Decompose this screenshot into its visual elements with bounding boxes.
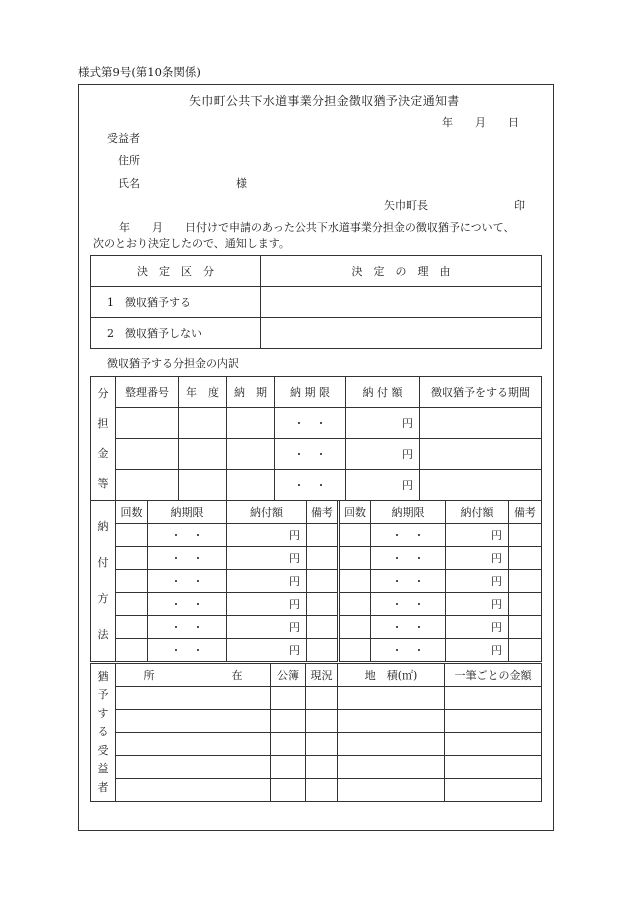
header-registry: 公簿 [271, 664, 306, 687]
seal-mark: 印 [514, 199, 525, 212]
cell[interactable] [116, 524, 148, 547]
cell[interactable] [338, 779, 445, 802]
cell[interactable] [445, 733, 542, 756]
due-cell[interactable]: ・ ・ [371, 616, 446, 639]
cell[interactable] [179, 439, 227, 470]
reason-cell[interactable] [261, 287, 542, 318]
cell[interactable] [338, 687, 445, 710]
paid-cell[interactable]: 円 [227, 616, 307, 639]
due-cell[interactable]: ・ ・ [148, 524, 227, 547]
cell[interactable] [445, 687, 542, 710]
cell[interactable] [307, 593, 339, 616]
cell[interactable] [306, 710, 338, 733]
cell[interactable] [445, 710, 542, 733]
cell[interactable] [116, 756, 271, 779]
cell[interactable] [307, 639, 339, 662]
cell[interactable] [306, 687, 338, 710]
due-date-cell[interactable]: ・ ・ [275, 470, 346, 501]
name-label: 氏名 [118, 177, 140, 190]
cell[interactable] [509, 639, 542, 662]
cell[interactable] [339, 639, 371, 662]
cell[interactable] [116, 470, 179, 501]
cell[interactable] [307, 547, 339, 570]
paid-cell[interactable]: 円 [227, 593, 307, 616]
cell[interactable] [271, 687, 306, 710]
cell[interactable] [339, 593, 371, 616]
due-date-cell[interactable]: ・ ・ [275, 408, 346, 439]
cell[interactable] [116, 547, 148, 570]
decision-type-header: 決 定 区 分 [91, 256, 261, 287]
amount-cell[interactable]: 円 [346, 470, 420, 501]
header-amount: 納 付 額 [346, 377, 420, 408]
recipient-label: 受益者 [107, 132, 140, 145]
cell[interactable] [306, 756, 338, 779]
cell[interactable] [271, 733, 306, 756]
amount-cell[interactable]: 円 [346, 439, 420, 470]
paid-cell[interactable]: 円 [446, 570, 509, 593]
cell[interactable] [271, 756, 306, 779]
cell[interactable] [445, 756, 542, 779]
decision-reason-header: 決 定 の 理 由 [261, 256, 542, 287]
honorific: 様 [236, 177, 247, 190]
cell[interactable] [179, 470, 227, 501]
cell[interactable] [509, 524, 542, 547]
header-defer-period: 徴収猶予をする期間 [420, 377, 542, 408]
cell[interactable] [116, 616, 148, 639]
due-cell[interactable]: ・ ・ [148, 547, 227, 570]
beneficiary-side-label: 猶 予 す る 受 益 者 [91, 664, 116, 802]
paid-cell[interactable]: 円 [227, 524, 307, 547]
due-cell[interactable]: ・ ・ [148, 639, 227, 662]
page-title: 矢巾町公共下水道事業分担金徴収猶予決定通知書 [189, 94, 460, 108]
cell[interactable] [339, 547, 371, 570]
option-defer: 1 徴収猶予する [91, 287, 261, 318]
paid-cell[interactable]: 円 [446, 524, 509, 547]
cell[interactable] [339, 524, 371, 547]
header-actual: 現況 [306, 664, 338, 687]
header-count-2: 回数 [339, 501, 371, 524]
cell[interactable] [227, 439, 275, 470]
paid-cell[interactable]: 円 [446, 616, 509, 639]
intro-line-1: 年 月 日付けで申請のあった公共下水道事業分担金の徴収猶予について、 [119, 221, 515, 234]
cell[interactable] [116, 687, 271, 710]
amount-cell[interactable]: 円 [346, 408, 420, 439]
cell[interactable] [307, 616, 339, 639]
cell[interactable] [339, 570, 371, 593]
breakdown-title: 徴収猶予する分担金の内訳 [107, 357, 239, 370]
header-paid: 納付額 [227, 501, 307, 524]
cell[interactable] [227, 408, 275, 439]
header-paid-2: 納付額 [446, 501, 509, 524]
cell[interactable] [179, 408, 227, 439]
due-cell[interactable]: ・ ・ [148, 593, 227, 616]
paid-cell[interactable]: 円 [227, 547, 307, 570]
cell[interactable] [116, 593, 148, 616]
header-due: 納期限 [148, 501, 227, 524]
cell[interactable] [116, 439, 179, 470]
paid-cell[interactable]: 円 [446, 547, 509, 570]
paid-cell[interactable]: 円 [446, 593, 509, 616]
payment-table [90, 500, 542, 662]
amount-side-label: 分 担 金 等 [91, 377, 116, 501]
cell[interactable] [116, 570, 148, 593]
cell[interactable] [445, 779, 542, 802]
intro-line-2: 次のとおり決定したので、通知します。 [93, 237, 290, 250]
cell[interactable] [116, 779, 271, 802]
due-cell[interactable]: ・ ・ [148, 616, 227, 639]
date-line: 年 月 日 [442, 116, 519, 129]
due-cell[interactable]: ・ ・ [371, 547, 446, 570]
due-cell[interactable]: ・ ・ [371, 524, 446, 547]
cell[interactable] [306, 779, 338, 802]
payment-side-label: 納 付 方 法 [91, 501, 116, 662]
paid-cell[interactable]: 円 [227, 639, 307, 662]
cell[interactable] [307, 524, 339, 547]
header-due-date: 納 期 限 [275, 377, 346, 408]
cell[interactable] [338, 710, 445, 733]
due-cell[interactable]: ・ ・ [371, 570, 446, 593]
cell[interactable] [271, 779, 306, 802]
form-label: 様式第9号(第10条関係) [78, 65, 201, 79]
cell[interactable] [420, 408, 542, 439]
cell[interactable] [509, 570, 542, 593]
address-label: 住所 [118, 154, 140, 167]
header-parcel-amount: 一筆ごとの金額 [445, 664, 542, 687]
cell[interactable] [116, 639, 148, 662]
cell[interactable] [509, 547, 542, 570]
due-date-cell[interactable]: ・ ・ [275, 439, 346, 470]
paid-cell[interactable]: 円 [227, 570, 307, 593]
cell[interactable] [509, 593, 542, 616]
land-table [90, 663, 542, 802]
header-ref-number: 整理番号 [116, 377, 179, 408]
cell[interactable] [307, 570, 339, 593]
cell[interactable] [339, 616, 371, 639]
cell[interactable] [116, 733, 271, 756]
cell[interactable] [420, 470, 542, 501]
cell[interactable] [227, 470, 275, 501]
header-due-2: 納期限 [371, 501, 446, 524]
cell[interactable] [338, 733, 445, 756]
header-note: 備考 [307, 501, 339, 524]
due-cell[interactable]: ・ ・ [148, 570, 227, 593]
option-no-defer: 2 徴収猶予しない [91, 318, 261, 349]
cell[interactable] [271, 710, 306, 733]
decision-table [90, 255, 542, 349]
header-count: 回数 [116, 501, 148, 524]
due-cell[interactable]: ・ ・ [371, 639, 446, 662]
header-fiscal-year: 年 度 [179, 377, 227, 408]
header-term: 納 期 [227, 377, 275, 408]
cell[interactable] [116, 710, 271, 733]
amount-table [90, 376, 542, 501]
cell[interactable] [420, 439, 542, 470]
cell[interactable] [116, 408, 179, 439]
cell[interactable] [306, 733, 338, 756]
header-area: 地 積(㎡) [338, 664, 445, 687]
cell[interactable] [509, 616, 542, 639]
header-location: 所 在 [116, 664, 271, 687]
issuer-title: 矢巾町長 [384, 199, 428, 212]
cell[interactable] [338, 756, 445, 779]
due-cell[interactable]: ・ ・ [371, 593, 446, 616]
paid-cell[interactable]: 円 [446, 639, 509, 662]
header-note-2: 備考 [509, 501, 542, 524]
reason-cell[interactable] [261, 318, 542, 349]
